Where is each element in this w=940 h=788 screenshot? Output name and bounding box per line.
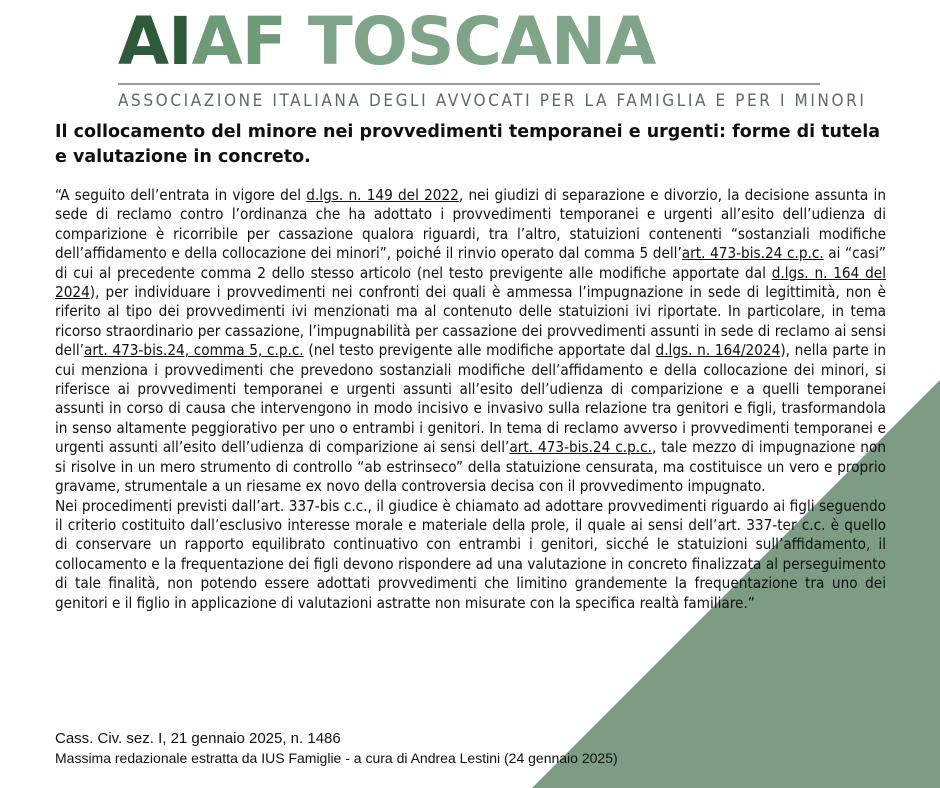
article-body xyxy=(55,186,886,613)
article-title: Il collocamento del minore nei provvedimenti temporanei e urgenti: forme di tutela e valutazione in concreto. xyxy=(55,122,881,167)
case-citation: Cass. Civ. sez. I, 21 gennaio 2025, n. 1486 xyxy=(55,730,341,747)
body-paragraph-1: “A seguito dell’entrata in vigore del d.lgs. n. 149 del 2022, nei giudizi di separazione e divorzio, la decisione assunta in sede di reclamo contro l’ordinanza che ha adottato i provvedimenti temporanei e urgenti all’esito dell’udienza di comparizione è ricorribile per cassazione qualora riguardi, tra l’altro, statuizioni contenenti “sostanziali modifiche dell’affidamento e della collocazione dei minori”, poiché il rinvio operato dal comma 5 dell’art. 473-bis.24 c.p.c. ai “casi” di cui al precedente comma 2 dello stesso articolo (nel testo previgente alle modifiche apportate dal d.lgs. n. 164 del 2024), per individuare i provvedimenti nei confronti dei quali è ammessa l’impugnazione in sede di legittimità, non è riferito al tipo dei provvedimenti ivi menzionati ma al contenuto delle statuizioni ivi riportate. In particolare, in tema ricorso straordinario per cassazione, l’impugnabilità per cassazione dei provvedimenti assunti in sede di reclamo ai sensi dell’art. 473-bis.24, comma 5, c.p.c. (nel testo previgente alle modifiche apportate dal d.lgs. n. 164/2024), nella parte in cui menziona i provvedimenti che prevedono sostanziali modifiche dell’affidamento e della collocazione dei minori, si riferisce ai provvedimenti temporanei e urgenti assunti all’esito dell’udienza di comparizione e a quelli temporanei assunti in corso di causa che intervengono in modo incisivo e invasivo sulla relazione tra genitori e figli, trasformandola in senso altamente peggiorativo per uno o entrambi i genitori. In tema di reclamo avverso i provvedimenti temporanei e urgenti assunti all’esito dell’udienza di comparizione ai sensi dell’art. 473-bis.24 c.p.c., tale mezzo di impugnazione non si risolve in un mero strumento di controllo “ab estrinseco” della statuizione censurata, ma costituisce un vero e proprio gravame, strumentale a un riesame ex novo della controversia decisa con il provvedimento impugnato. xyxy=(55,186,886,496)
link-dlgs-164-2024[interactable]: d.lgs. n. 164 del 2024 xyxy=(55,263,886,302)
logo-subtitle: ASSOCIAZIONE ITALIANA DEGLI AVVOCATI PER LA FAMIGLIA E PER I MINORI xyxy=(118,91,867,111)
source-credit: Massima redazionale estratta da IUS Famiglie - a cura di Andrea Lestini (24 gennaio 2025) xyxy=(55,750,618,766)
link-art-473-bis-24-comma-5[interactable]: art. 473-bis.24, comma 5, c.p.c. xyxy=(84,341,304,360)
link-dlgs-164-2024-b[interactable]: d.lgs. n. 164/2024 xyxy=(655,341,781,360)
logo-wordmark: AIAF TOSCANA xyxy=(118,3,656,80)
link-art-473-bis-24-b[interactable]: art. 473-bis.24 c.p.c. xyxy=(509,438,652,457)
link-dlgs-149-2022[interactable]: d.lgs. n. 149 del 2022 xyxy=(306,186,459,204)
logo-divider xyxy=(118,83,820,85)
body-paragraph-2: Nei procedimenti previsti dall’art. 337-bis c.c., il giudice è chiamato ad adottare provvedimenti riguardo ai figli seguendo il criterio costituito dall’esclusivo interesse morale e materiale della prole, il quale ai sensi dell’art. 337-ter c.c. è quello di conservare un rapporto equilibrato continuativo con entrambi i genitori, sicché le statuizioni sull’affidamento, il collocamento e la frequentazione dei figli devono rispondere ad una valutazione in concreto finalizzata al perseguimento di tale finalità, non potendo essere adottati provvedimenti che limitino grandemente la frequentazione tra uno dei genitori e il figlio in applicazione di valutazioni astratte non misurate con la specifica realtà familiare.” xyxy=(55,496,886,612)
link-art-473-bis-24[interactable]: art. 473-bis.24 c.p.c. xyxy=(681,244,824,263)
